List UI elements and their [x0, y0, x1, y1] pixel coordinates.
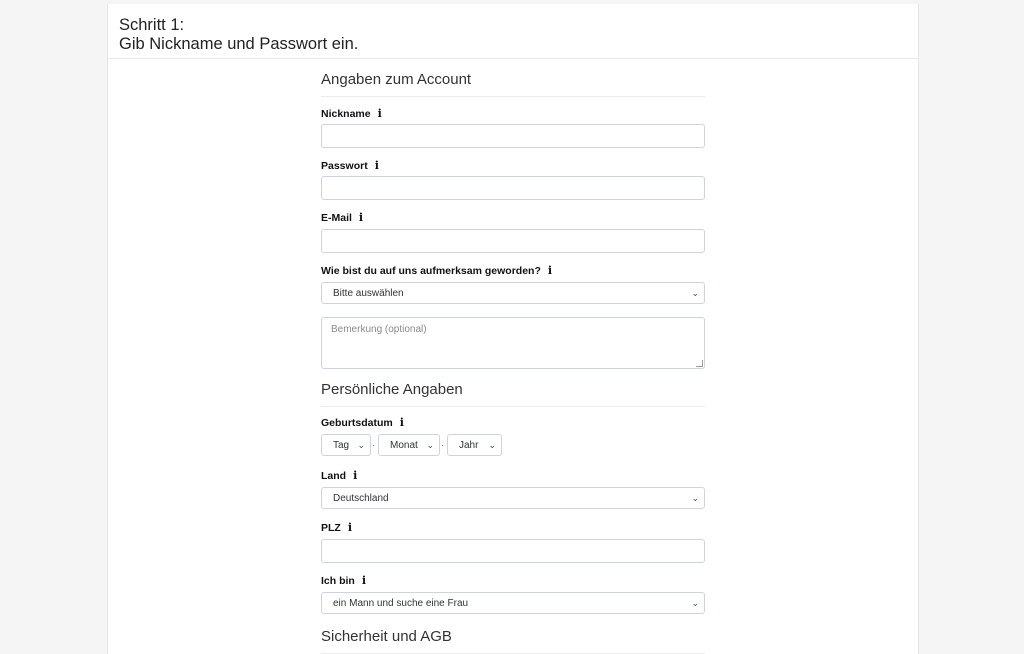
step-instruction: Gib Nickname und Passwort ein.	[119, 35, 359, 53]
birthdate-label-text: Geburtsdatum	[321, 417, 393, 429]
iam-select[interactable]	[321, 592, 705, 614]
password-label	[321, 159, 379, 173]
month-select[interactable]	[378, 434, 440, 456]
info-icon[interactable]: i	[358, 211, 364, 224]
source-label-text: Wie bist du auf uns aufmerksam geworden?	[321, 265, 541, 277]
section-title-security: Sicherheit und AGB	[321, 628, 705, 654]
registration-panel	[107, 4, 919, 654]
email-input[interactable]	[321, 229, 705, 253]
section-title-account: Angaben zum Account	[321, 71, 705, 97]
source-label	[321, 264, 552, 278]
day-select-value: Tag	[333, 440, 350, 451]
info-icon[interactable]: i	[399, 416, 404, 429]
remark-textarea[interactable]	[321, 317, 705, 369]
day-select[interactable]	[321, 434, 371, 456]
info-icon[interactable]: i	[377, 107, 382, 120]
step-header	[108, 4, 918, 59]
zip-label	[321, 521, 352, 535]
zip-label-text: PLZ	[321, 522, 341, 534]
info-icon[interactable]: i	[353, 469, 358, 482]
month-select-value: Monat	[390, 440, 418, 451]
chevron-down-icon: ⌄	[691, 494, 699, 504]
email-label	[321, 211, 363, 225]
birthdate-label	[321, 416, 404, 430]
info-icon[interactable]: i	[547, 264, 553, 277]
zip-input[interactable]	[321, 539, 705, 563]
section-title-personal: Persönliche Angaben	[321, 381, 705, 407]
date-separator: ·	[441, 440, 445, 451]
info-icon[interactable]: i	[347, 521, 353, 534]
chevron-down-icon: ⌄	[691, 289, 699, 299]
chevron-down-icon: ⌄	[357, 441, 365, 451]
remark-placeholder: Bemerkung (optional)	[331, 324, 427, 335]
resize-handle[interactable]	[696, 360, 703, 367]
country-select-value: Deutschland	[333, 493, 389, 504]
date-separator: ·	[372, 440, 376, 451]
iam-label-text: Ich bin	[321, 575, 355, 587]
nickname-label-text: Nickname	[321, 108, 371, 120]
info-icon[interactable]: i	[374, 159, 379, 172]
nickname-label	[321, 107, 382, 121]
country-label	[321, 469, 357, 483]
email-label-text: E-Mail	[321, 212, 352, 224]
year-select[interactable]	[447, 434, 502, 456]
info-icon[interactable]: i	[361, 574, 367, 587]
year-select-value: Jahr	[459, 440, 479, 451]
chevron-down-icon: ⌄	[426, 441, 434, 451]
chevron-down-icon: ⌄	[488, 441, 496, 451]
iam-label	[321, 574, 366, 588]
source-select[interactable]	[321, 282, 705, 304]
password-label-text: Passwort	[321, 160, 368, 172]
nickname-input[interactable]	[321, 124, 705, 148]
chevron-down-icon: ⌄	[691, 599, 699, 609]
source-select-value: Bitte auswählen	[333, 288, 404, 299]
country-label-text: Land	[321, 470, 347, 482]
iam-select-value: ein Mann und suche eine Frau	[333, 598, 469, 609]
step-number: Schritt 1:	[119, 16, 185, 34]
password-input[interactable]	[321, 176, 705, 200]
country-select[interactable]	[321, 487, 705, 509]
